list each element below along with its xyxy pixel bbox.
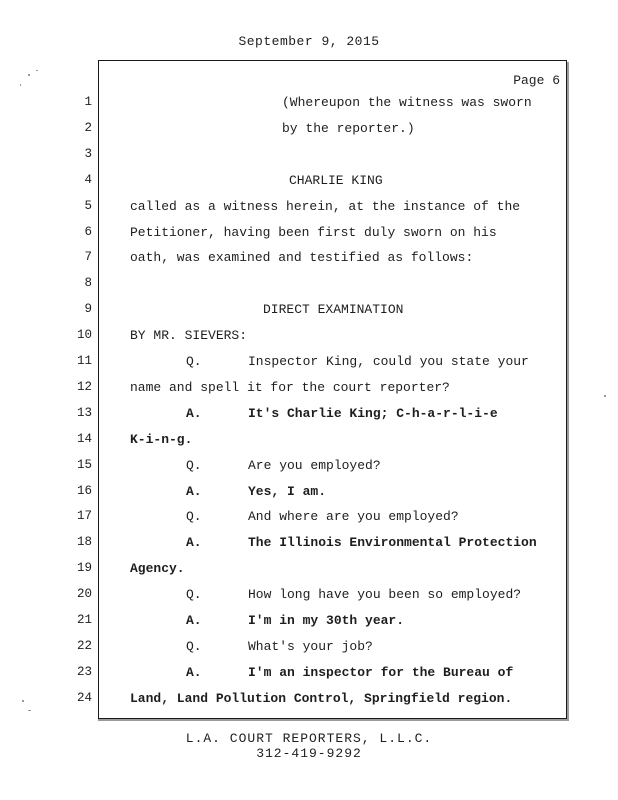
- transcript-text: Q.: [186, 354, 202, 369]
- line-number: 6: [84, 225, 92, 239]
- line-number: 1: [84, 95, 92, 109]
- line-number: 8: [84, 276, 92, 290]
- transcript-text: A.: [186, 406, 202, 421]
- line-number: 11: [76, 354, 92, 368]
- line-number: 15: [76, 458, 92, 472]
- transcript-text: A.: [186, 613, 202, 628]
- transcript-text: Land, Land Pollution Control, Springfield region.: [130, 691, 513, 706]
- line-number: 23: [76, 665, 92, 679]
- transcript-text: A.: [186, 535, 202, 550]
- transcript-text: by the reporter.): [282, 121, 415, 136]
- transcript-text: Q.: [186, 509, 202, 524]
- transcript-text: Yes, I am.: [248, 484, 327, 499]
- line-number: 5: [84, 199, 92, 213]
- line-number: 4: [84, 173, 92, 187]
- footer-phone: 312-419-9292: [256, 746, 362, 761]
- transcript-text: It's Charlie King; C-h-a-r-l-i-e: [248, 406, 498, 421]
- line-number: 18: [76, 535, 92, 549]
- transcript-text: K-i-n-g.: [130, 432, 193, 447]
- transcript-text: I'm in my 30th year.: [248, 613, 405, 628]
- header-date: September 9, 2015: [238, 34, 380, 49]
- scan-speck: [28, 710, 31, 711]
- line-number: 22: [76, 639, 92, 653]
- transcript-text: Q.: [186, 587, 202, 602]
- line-number: 16: [76, 484, 92, 498]
- transcript-text: How long have you been so employed?: [248, 587, 522, 602]
- line-number: 9: [84, 302, 92, 316]
- frame-shadow-right: [567, 62, 569, 721]
- footer-company: L.A. COURT REPORTERS, L.L.C.: [185, 731, 433, 746]
- transcript-text: A.: [186, 665, 202, 680]
- scan-speck: [20, 84, 21, 86]
- transcript-text: BY MR. SIEVERS:: [130, 328, 248, 343]
- line-number: 13: [76, 406, 92, 420]
- transcript-text: Agency.: [130, 561, 185, 576]
- line-number: 7: [84, 250, 92, 264]
- transcript-text: called as a witness herein, at the instance of the: [130, 199, 521, 214]
- scan-speck: [604, 395, 606, 397]
- line-number: 17: [76, 509, 92, 523]
- transcript-text: Q.: [186, 639, 202, 654]
- transcript-text: The Illinois Environmental Protection: [248, 535, 537, 550]
- line-number: 14: [76, 432, 92, 446]
- transcript-text: oath, was examined and testified as follows:: [130, 250, 474, 265]
- line-number: 2: [84, 121, 92, 135]
- scan-speck: [36, 70, 38, 71]
- line-number: 19: [76, 561, 92, 575]
- line-number: 24: [76, 691, 92, 705]
- transcript-text: CHARLIE KING: [289, 173, 383, 188]
- line-number: 3: [84, 147, 92, 161]
- scan-speck: [22, 700, 24, 702]
- line-number: 12: [76, 380, 92, 394]
- transcript-text: Inspector King, could you state your: [248, 354, 529, 369]
- page-number: Page 6: [513, 73, 560, 88]
- transcript-text: And where are you employed?: [248, 509, 459, 524]
- transcript-text: Are you employed?: [248, 458, 381, 473]
- line-number: 20: [76, 587, 92, 601]
- frame-shadow-bottom: [98, 719, 569, 721]
- transcript-text: A.: [186, 484, 202, 499]
- line-number: 10: [76, 328, 92, 342]
- transcript-text: What's your job?: [248, 639, 373, 654]
- scan-speck: [28, 74, 30, 76]
- line-number: 21: [76, 613, 92, 627]
- transcript-text: I'm an inspector for the Bureau of: [248, 665, 514, 680]
- transcript-text: name and spell it for the court reporter?: [130, 380, 450, 395]
- transcript-text: (Whereupon the witness was sworn: [282, 95, 532, 110]
- transcript-text: Petitioner, having been first duly sworn on his: [130, 225, 497, 240]
- transcript-text: Q.: [186, 458, 202, 473]
- transcript-text: DIRECT EXAMINATION: [263, 302, 404, 317]
